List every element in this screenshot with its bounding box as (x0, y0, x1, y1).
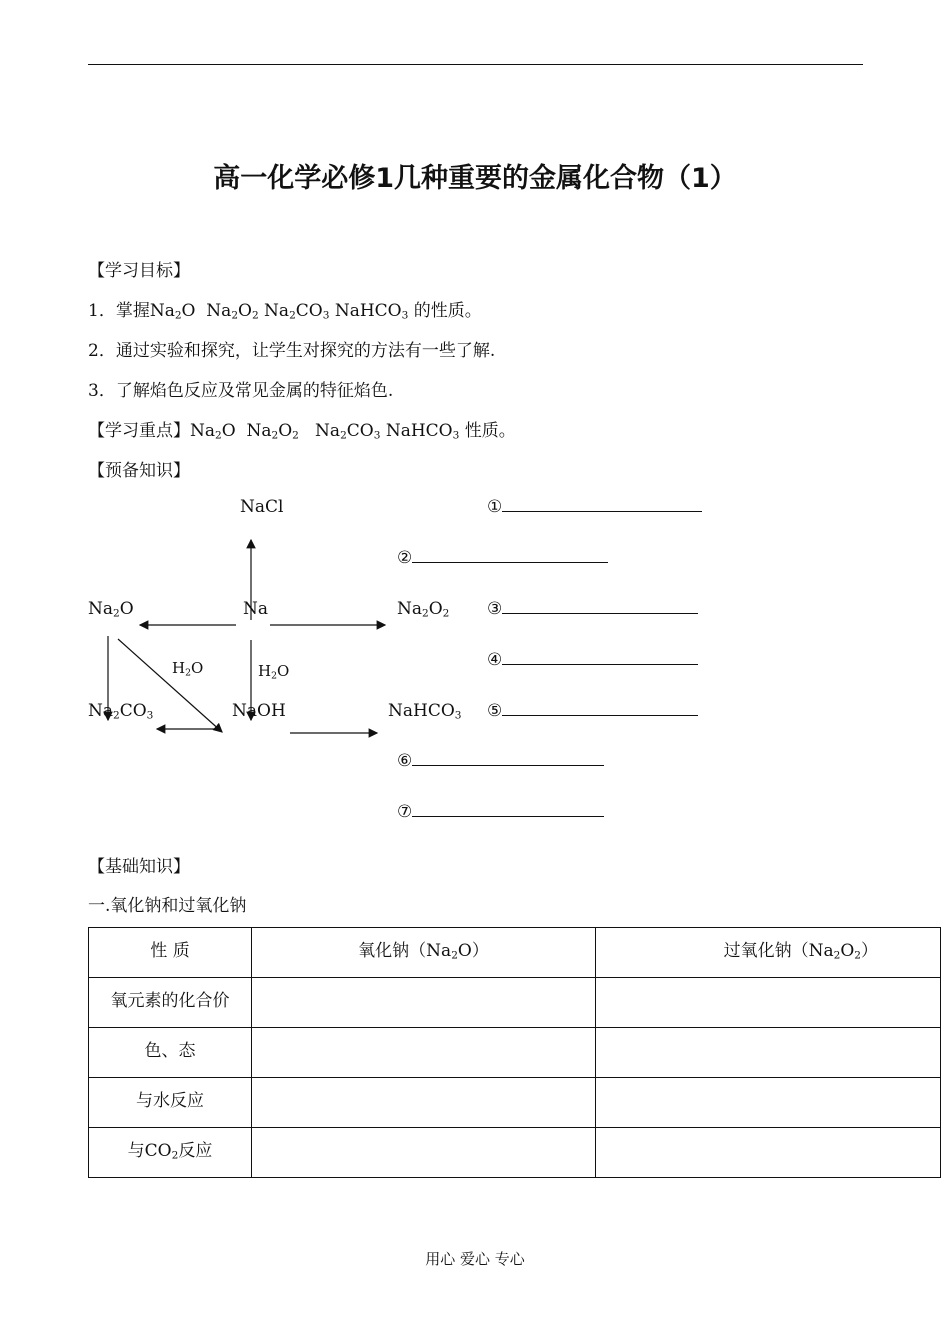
blank-1[interactable]: ① (487, 497, 702, 517)
label-naoh: NaOH (232, 701, 286, 721)
th-na2o: 氧化钠$(Na_2O)$ (252, 928, 596, 978)
label-na2co3: $Na_2CO_3$ (88, 701, 154, 722)
cell-na2o[interactable] (252, 978, 596, 1028)
prior-header: 【预备知识】 (88, 461, 190, 481)
label-h2o-vertical: $H_2O$ (258, 662, 290, 682)
label-nahco3: NaHCO$_3$ (388, 701, 462, 722)
label-na2o: $Na_2O$ (88, 599, 134, 620)
page-footer: 用心 爱心 专心 (425, 1250, 525, 1268)
goal-item-2: 2．通过实验和探究，让学生对探究的方法有一些了解. (88, 341, 496, 361)
arrow-na2o-to-naoh (118, 639, 222, 732)
blank-7[interactable]: ⑦ (397, 802, 604, 822)
cell-na2o2[interactable] (596, 1128, 941, 1178)
label-h2o-diagonal: $H_2O$ (172, 659, 204, 679)
table-row (89, 1128, 941, 1178)
cell-na2o2[interactable] (596, 978, 941, 1028)
formula-list: $Na_2O$ $Na_2O_2$ $Na_2CO_3$ NaHCO$_3$ (149, 301, 409, 322)
keypoint-formulas: $Na_2O$ $Na_2O_2$ $Na_2CO_3$ NaHCO$_3$ (190, 421, 460, 442)
keypoints-line: 【学习重点】$Na_2O$ $Na_2O_2$ $Na_2CO_3$ NaHCO$_3$ 性质。 (88, 421, 516, 442)
goal-item-3: 3．了解焰色反应及常见金属的特征焰色. (88, 381, 394, 401)
page-title: 高一化学必修1几种重要的金属化合物（1） (213, 163, 737, 194)
th-na2o2: 过氧化钠$(Na_2O_2)$ (596, 928, 941, 978)
row-label: 氧元素的化合价 (89, 978, 252, 1028)
section-1-title: 一.氧化钠和过氧化钠 (88, 896, 247, 916)
blank-6[interactable]: ⑥ (397, 751, 604, 771)
basic-header: 【基础知识】 (88, 857, 190, 877)
row-label: 与$CO_2$反应 (89, 1128, 252, 1178)
table-header-row (89, 928, 941, 978)
blank-3[interactable]: ③ (487, 599, 698, 619)
cell-na2o2[interactable] (596, 1078, 941, 1128)
comparison-table (88, 927, 941, 1178)
goal-item-1: 1．掌握$Na_2O$ $Na_2O_2$ $Na_2CO_3$ NaHCO$_3$ 的性质。 (88, 301, 482, 322)
cell-na2o[interactable] (252, 1128, 596, 1178)
table-row (89, 1028, 941, 1078)
blank-4[interactable]: ④ (487, 650, 698, 670)
label-nacl: NaCl (240, 497, 284, 517)
table-row (89, 1078, 941, 1128)
cell-na2o[interactable] (252, 1028, 596, 1078)
cell-na2o2[interactable] (596, 1028, 941, 1078)
cell-na2o[interactable] (252, 1078, 596, 1128)
label-na2o2: $Na_2O_2$ (397, 599, 450, 620)
row-label: 色、态 (89, 1028, 252, 1078)
table-row (89, 978, 941, 1028)
blank-5[interactable]: ⑤ (487, 701, 698, 721)
row-label: 与水反应 (89, 1078, 252, 1128)
blank-2[interactable]: ② (397, 548, 608, 568)
th-property: 性 质 (89, 928, 252, 978)
label-na: Na (243, 599, 269, 619)
goals-header: 【学习目标】 (88, 261, 190, 281)
